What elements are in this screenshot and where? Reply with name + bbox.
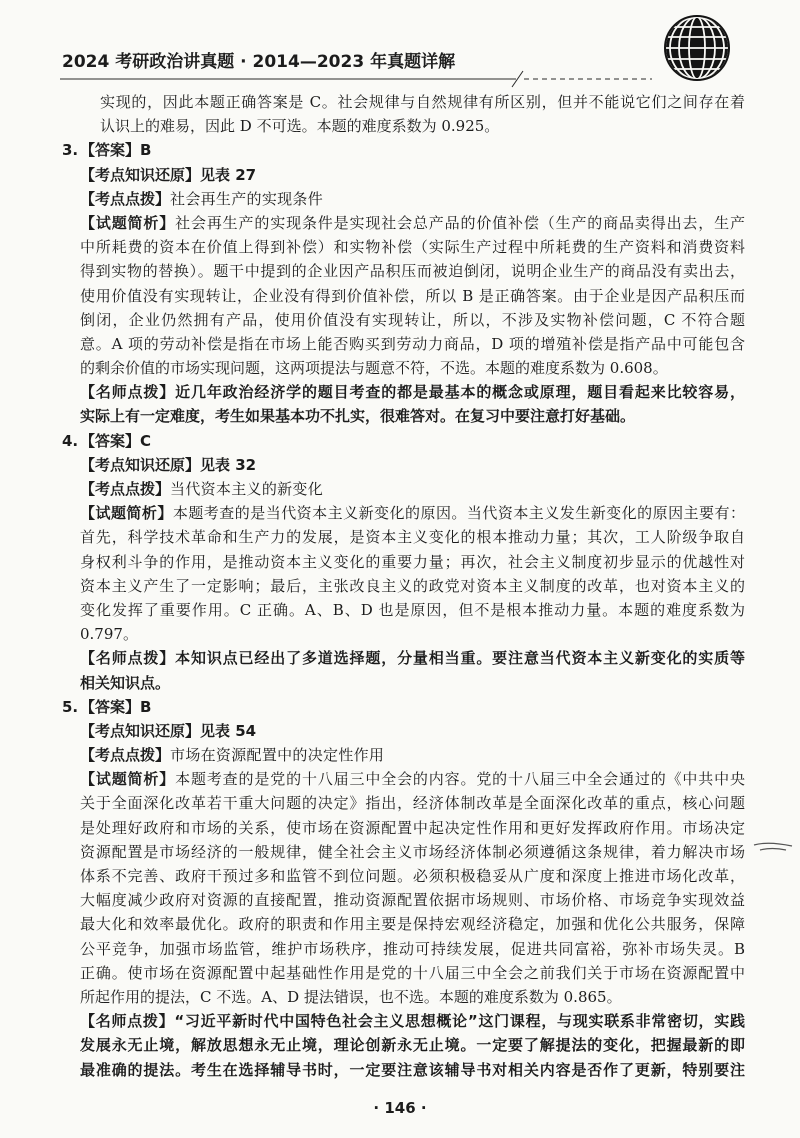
tip-line: 发展永无止境，解放思想永无止境，理论创新永无止境。一定要了解提法的变化，把握最新的即	[80, 1036, 745, 1055]
key-point-label: 【考点点拨】	[80, 189, 171, 208]
analysis-line	[80, 501, 745, 525]
running-header-title: 2024 考研政治讲真题 · 2014—2023 年真题详解	[62, 52, 456, 72]
knowledge-label: 【考点知识还原】	[80, 455, 201, 474]
answer-value: C	[140, 431, 152, 450]
key-point-line	[80, 477, 745, 501]
analysis-line: 中所耗费的资本在价值上得到补偿）和实物补偿（实际生产过程中所耗费的生产资料和消费资料	[80, 238, 745, 257]
tip-line	[80, 1009, 745, 1033]
tip-line	[80, 380, 745, 404]
tip-line: 最准确的提法。考生在选择辅导书时，一定要注意该辅导书对相关内容是否作了更新，特别要注	[80, 1060, 745, 1079]
answer-value: B	[140, 697, 152, 716]
analysis-line: 首先，科学技术革命和生产力的发展，是资本主义变化的根本推动力量；其次，工人阶级争取自	[80, 528, 745, 547]
tip-label: 【名师点拨】	[80, 1012, 175, 1031]
analysis-line: 公平竞争，加强市场监管，维护市场秩序，推动可持续发展，促进共同富裕，弥补市场失灵。B	[80, 939, 745, 958]
question-number: 5.	[62, 697, 79, 716]
analysis-line: 最大化和效率最优化。政府的职责和作用主要是保持宏观经济稳定，加强和优化公共服务，保障	[80, 915, 745, 934]
analysis-line: 使用价值没有实现转让，企业没有得到价值补偿，所以 B 是正确答案。由于企业是因产品积压而	[80, 286, 745, 305]
key-point-label: 【考点点拨】	[80, 480, 171, 498]
knowledge-ref: 见表 54	[200, 721, 257, 740]
analysis-line: 正确。使市场在资源配置中起基础性作用是党的十八届三中全会之前我们关于市场在资源配置中	[80, 963, 745, 982]
tip-line: 实际上有一定难度，考生如果基本功不扎实，很难答对。在复习中要注意打好基础。	[80, 407, 636, 426]
globe-icon	[652, 12, 742, 84]
analysis-label: 【试题简析】	[80, 770, 176, 789]
answer-line	[62, 695, 745, 719]
answer-label: 【答案】	[80, 697, 141, 716]
analysis-text: 社会再生产的实现条件是实现社会总产品的价值补偿（生产的商品卖得出去，生产	[175, 213, 745, 232]
analysis-line: 倒闭，企业仍然拥有产品，使用价值没有实现转让，所以，不涉及实物补偿问题，C 不符合题	[80, 310, 745, 329]
intro-line: 认识上的难易，因此 D 不可选。本题的难度系数为 0.925。	[100, 117, 500, 136]
analysis-line: 意。A 项的劳动补偿是指在市场上能否购买到劳动力商品，D 项的增殖补偿是指产品中可能包含	[80, 334, 745, 353]
tip-label: 【名师点拨】	[80, 383, 176, 402]
analysis-line: 是处理好政府和市场的关系，使市场在资源配置中起决定性作用和更好发挥政府作用。市场决定	[80, 818, 745, 837]
knowledge-label: 【考点知识还原】	[80, 721, 201, 740]
analysis-line: 资本主义产生了一定影响；最后，主张改良主义的政党对资本主义制度的改革，也对资本主义的	[80, 576, 745, 595]
tip-text: “习近平新时代中国特色社会主义思想概论”这门课程，与现实联系非常密切，实践	[174, 1012, 745, 1031]
analysis-line: 体系不完善、政府干预过多和监管不到位问题。必须积极稳妥从广度和深度上推进市场化改革，	[80, 867, 745, 885]
answer-label: 【答案】	[80, 431, 141, 450]
answer-value: B	[140, 141, 152, 160]
key-point-text: 社会再生产的实现条件	[170, 189, 324, 208]
analysis-line: 资源配置是市场经济的一般规律，健全社会主义市场经济体制必须遵循这条规律，着力解决市场	[80, 842, 745, 861]
analysis-line: 变化发挥了重要作用。C 正确。A、B、D 也是原因，但不是根本推动力量。本题的难度系数为	[80, 600, 745, 619]
analysis-line: 得到实物的替换）。题干中提到的企业因产品积压而被迫倒闭，说明企业生产的商品没有卖出去，	[80, 262, 745, 281]
tip-text: 近几年政治经济学的题目考查的都是最基本的概念或原理，题目看起来比较容易，	[175, 383, 745, 402]
key-point-text: 当代资本主义的新变化	[170, 480, 324, 498]
analysis-text: 本题考查的是党的十八届三中全会的内容。党的十八届三中全会通过的《中共中央	[175, 770, 745, 789]
analysis-line: 0.797。	[80, 625, 138, 644]
analysis-line: 的剩余价值的市场实现问题，这两项提法与题意不符，不选。本题的难度系数为 0.608。	[80, 359, 668, 378]
key-point-text: 市场在资源配置中的决定性作用	[170, 746, 385, 765]
analysis-line	[80, 211, 745, 235]
analysis-line: 大幅度减少政府对资源的直接配置，推动资源配置依据市场规则、市场价格、市场竞争实现效益	[80, 891, 745, 910]
knowledge-label: 【考点知识还原】	[80, 165, 201, 184]
knowledge-ref: 见表 32	[200, 455, 257, 474]
tip-text: 本知识点已经出了多道选择题，分量相当重。要注意当代资本主义新变化的实质等	[175, 649, 745, 668]
knowledge-line	[80, 453, 745, 477]
key-point-line	[80, 187, 745, 211]
answer-line	[62, 138, 745, 162]
key-point-label: 【考点点拨】	[80, 746, 171, 765]
knowledge-line	[80, 719, 745, 743]
question-number: 4.	[62, 431, 79, 450]
analysis-line: 所起作用的提法，C 不选。A、D 提法错误，也不选。本题的难度系数为 0.865。	[80, 987, 622, 1006]
knowledge-ref: 见表 27	[200, 165, 257, 184]
tip-line: 相关知识点。	[80, 673, 171, 692]
knowledge-line	[80, 163, 745, 187]
analysis-label: 【试题简析】	[80, 504, 173, 523]
page-body	[0, 90, 800, 1082]
analysis-line: 身权利斗争的作用，是推动资本主义变化的重要力量；再次，社会主义制度初步显示的优越性对	[80, 552, 745, 571]
tip-label: 【名师点拨】	[80, 649, 176, 668]
intro-line: 实现的，因此本题正确答案是 C。社会规律与自然规律有所区别，但并不能说它们之间存在着	[100, 93, 745, 111]
analysis-label: 【试题简析】	[80, 213, 176, 232]
page-number: · 146 ·	[373, 1099, 427, 1117]
analysis-text: 本题考查的是当代资本主义新变化的原因。当代资本主义发生新变化的原因主要有：	[172, 504, 745, 523]
analysis-line	[80, 767, 745, 791]
key-point-line	[80, 743, 745, 767]
analysis-line: 关于全面深化改革若干重大问题的决定》指出，经济体制改革是全面深化改革的重点，核心问题	[80, 794, 745, 813]
tip-line	[80, 646, 745, 670]
answer-line	[62, 429, 745, 453]
question-number: 3.	[62, 141, 79, 160]
answer-label: 【答案】	[80, 141, 141, 160]
